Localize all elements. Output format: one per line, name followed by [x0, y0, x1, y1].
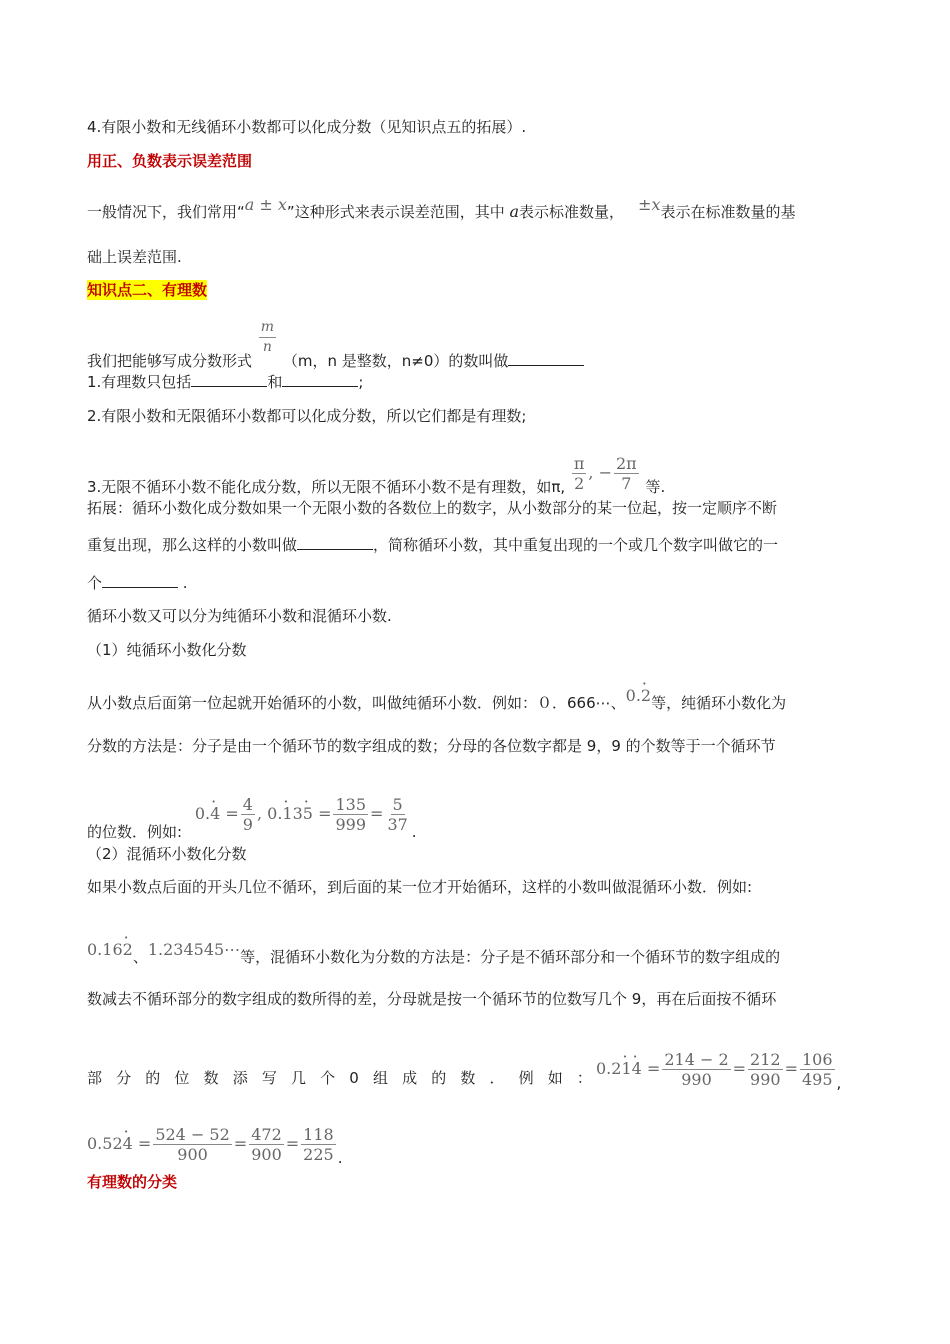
text: 个	[87, 574, 103, 592]
fraction: $\frac{472}{900}$	[251, 1125, 282, 1164]
fraction-2pi-over-7: $\frac{2\pi}{7}$	[616, 454, 637, 493]
word: 成	[402, 1069, 418, 1087]
math-a: a	[509, 202, 520, 221]
paragraph-extension-2	[87, 535, 778, 555]
word: 例	[518, 1069, 534, 1087]
text: 和	[267, 373, 283, 391]
text: 从小数点后面第一位起就开始循环的小数，叫做纯循环小数．例如：０．666⋯、	[87, 694, 626, 712]
text: ;	[358, 373, 364, 391]
blank	[282, 372, 358, 387]
fraction: $\frac{4}{9}$	[242, 795, 253, 834]
text: ”这种形式来表示误差范围，其中	[286, 203, 510, 221]
text: 等，纯循环小数化为	[651, 694, 787, 712]
heading-error-range: 用正、负数表示误差范围	[87, 152, 253, 170]
text: 一般情况下，我们常用“	[87, 203, 245, 221]
word: ．	[489, 1069, 505, 1087]
word: ：	[576, 1069, 592, 1087]
math-mixed-example-2: 0.52· 4 = $\frac{524 - 52}{900}$ = $\frac{472}{900}$ = $\frac{118}{225}$ .	[87, 1125, 342, 1164]
word: 的	[145, 1069, 161, 1087]
fraction-pi-over-2: $\frac{\pi}{2}$	[573, 454, 585, 493]
word: 位	[174, 1069, 190, 1087]
fraction: $\frac{214 - 2}{990}$	[664, 1050, 729, 1089]
paragraph-error-range-cont: 础上误差范围.	[87, 248, 182, 266]
heading-rational-classification: 有理数的分类	[87, 1173, 178, 1191]
math-0-162-repeating: 0.16· 2	[87, 940, 133, 959]
fraction: $\frac{135}{999}$	[335, 795, 367, 834]
math-pure-example: 0.· 4 = $\frac{4}{9}$ , 0.· 13· 5 = $\frac{135}{999}$ = $\frac{5}{37}$	[195, 795, 412, 834]
text: 3.无限不循环小数不能化成分数，所以无限不循环小数不是有理数，如π,	[87, 478, 566, 496]
word: 写	[261, 1069, 277, 1087]
text: .	[182, 574, 188, 592]
text: 我们把能够写成分数形式	[87, 352, 253, 370]
fraction: $\frac{106}{495}$	[801, 1050, 833, 1089]
subheading-mixed-repeating: （2）混循环小数化分数	[87, 845, 247, 863]
blank	[508, 351, 584, 366]
paragraph-pure-example: 的位数．例如: 0.· 4 = $\frac{4}{9}$ , 0.· 13· 5 = $\frac{135}{999}$ = $\frac{5}{37}$ .	[87, 813, 417, 852]
text: 表示在标准数量的基	[660, 203, 796, 221]
paragraph-pure-method: 分数的方法是：分子是由一个循环节的数字组成的数；分母的各位数字都是 9，9 的个数等于一个循环节	[87, 737, 776, 755]
text: （m，n 是整数，n≠0）的数叫做	[282, 352, 509, 370]
paragraph-rational-2: 2.有限小数和无限循环小数都可以化成分数，所以它们都是有理数;	[87, 407, 527, 425]
heading-rational-numbers: 知识点二、有理数	[87, 281, 208, 299]
math-plus-minus-x: ±x	[638, 195, 661, 214]
paragraph-finite-decimals: 4.有限小数和无线循环小数都可以化成分数（见知识点五的拓展）.	[87, 118, 527, 136]
word: 几	[290, 1069, 306, 1087]
math-1-234545: 1.234545⋯	[147, 940, 241, 959]
blank	[102, 573, 178, 588]
fraction-m-over-n: $\frac{m}{n}$	[260, 319, 275, 355]
fraction: $\frac{118}{225}$	[303, 1125, 334, 1164]
word: 个	[320, 1069, 336, 1087]
paragraph-mixed-examples: 0.16· 2、1.234545⋯等，混循环小数化为分数的方法是：分子是不循环部分和一个循环节的数字组成的	[87, 947, 780, 967]
word: 添	[232, 1069, 248, 1087]
blank	[297, 535, 373, 550]
word: 数	[203, 1069, 219, 1087]
text: 表示标准数量，	[519, 203, 625, 221]
fraction: $\frac{212}{990}$	[750, 1050, 781, 1089]
fraction: $\frac{5}{37}$	[387, 795, 408, 834]
paragraph-rational-includes	[87, 372, 363, 392]
paragraph-extension: 拓展：循环小数化成分数如果一个无限小数的各数位上的数字，从小数部分的某一位起，按一定顺序不断	[87, 499, 778, 517]
separator: , −	[588, 463, 612, 482]
text: 等，混循环小数化为分数的方法是：分子是不循环部分和一个循环节的数字组成的	[240, 948, 781, 966]
text: 的位数．例如:	[87, 823, 183, 841]
word: 数	[460, 1069, 476, 1087]
word: 组	[372, 1069, 388, 1087]
paragraph-pure-repeating	[87, 686, 787, 713]
text: 1.有理数只包括	[87, 373, 192, 391]
paragraph-extension-3	[87, 573, 188, 593]
paragraph-repeating-types: 循环小数又可以分为纯循环小数和混循环小数.	[87, 607, 392, 625]
paragraph-error-range	[87, 195, 796, 222]
fraction: $\frac{524 - 52}{900}$	[155, 1125, 230, 1164]
word: 的	[431, 1069, 447, 1087]
text: ，简称循环小数，其中重复出现的一个或几个数字叫做它的一	[373, 536, 779, 554]
word: 分	[116, 1069, 132, 1087]
math-a-plus-minus-x: a ± x	[244, 195, 287, 214]
subheading-pure-repeating: （1）纯循环小数化分数	[87, 641, 247, 659]
blank	[191, 372, 267, 387]
text: 重复出现，那么这样的小数叫做	[87, 536, 298, 554]
math-0-point-2-repeating: 0.· 2	[626, 686, 651, 705]
paragraph-mixed-method: 数减去不循环部分的数字组成的数所得的差，分母就是按一个循环节的位数写几个 9，再在后面按不循环	[87, 990, 777, 1008]
paragraph-mixed-method-cont	[87, 1068, 592, 1088]
text: 等.	[645, 478, 666, 496]
math-mixed-example-1: 0.2· 1· 4 = $\frac{214 - 2}{990}$ = $\frac{212}{990}$ = $\frac{106}{495}$ ,	[596, 1050, 841, 1089]
word: 如	[547, 1069, 563, 1087]
paragraph-mixed-def: 如果小数点后面的开头几位不循环，到后面的某一位才开始循环，这样的小数叫做混循环小数．例如:	[87, 878, 753, 896]
word: 0	[349, 1069, 359, 1087]
word: 部	[87, 1069, 103, 1087]
